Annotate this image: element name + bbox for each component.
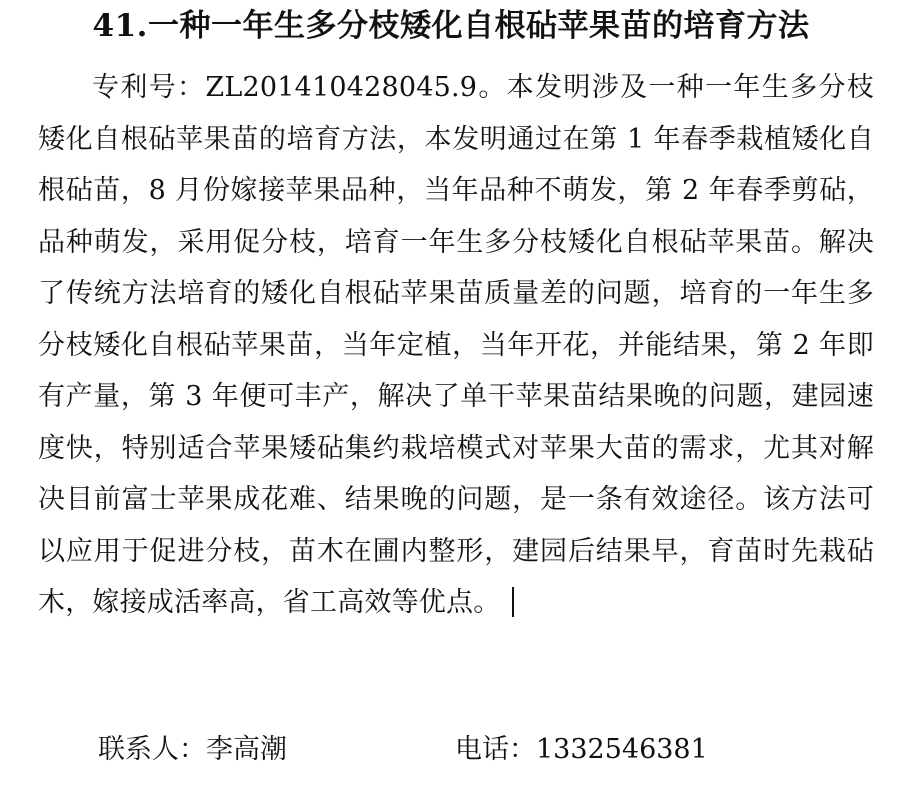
contact-phone: 电话：1332546381 bbox=[455, 734, 708, 765]
body-text: 专利号：ZL201410428045.9。本发明涉及一种一年生多分枝矮化自根砧苹果苗的培育方法，本发明通过在第 1 年春季栽植矮化自根砧苗，8 月份嫁接苹果品种，当年品种不萌发，第 2 年春季剪砧，品种萌发，采用促分枝，培育一年生多分枝矮化自根砧苹果苗。解决了传统方法培育的矮化自根砧苹果苗质量差的问题，培育的一年生多分枝矮化自根砧苹果苗，当年定植，当年开花，并能结果，第 2 年即有产量，第 3 年便可丰产，解决了单干苹果苗结果晚的问题，建园速度快，特别适合苹果矮砧集约栽培模式对苹果大苗的需求，尤其对解决目前富士苹果成花难、结果晚的问题，是一条有效途径。该方法可以应用于促进分枝，苗木在圃内整形，建园后结果早，育苗时先栽砧木，嫁接成活率高，省工高效等优点。 bbox=[38, 72, 874, 618]
text-cursor bbox=[512, 587, 514, 617]
document-title: 41.一种一年生多分枝矮化自根砧苹果苗的培育方法 bbox=[92, 8, 810, 44]
document-body[interactable] bbox=[38, 62, 874, 629]
contact-person: 联系人：李高潮 bbox=[98, 734, 287, 765]
